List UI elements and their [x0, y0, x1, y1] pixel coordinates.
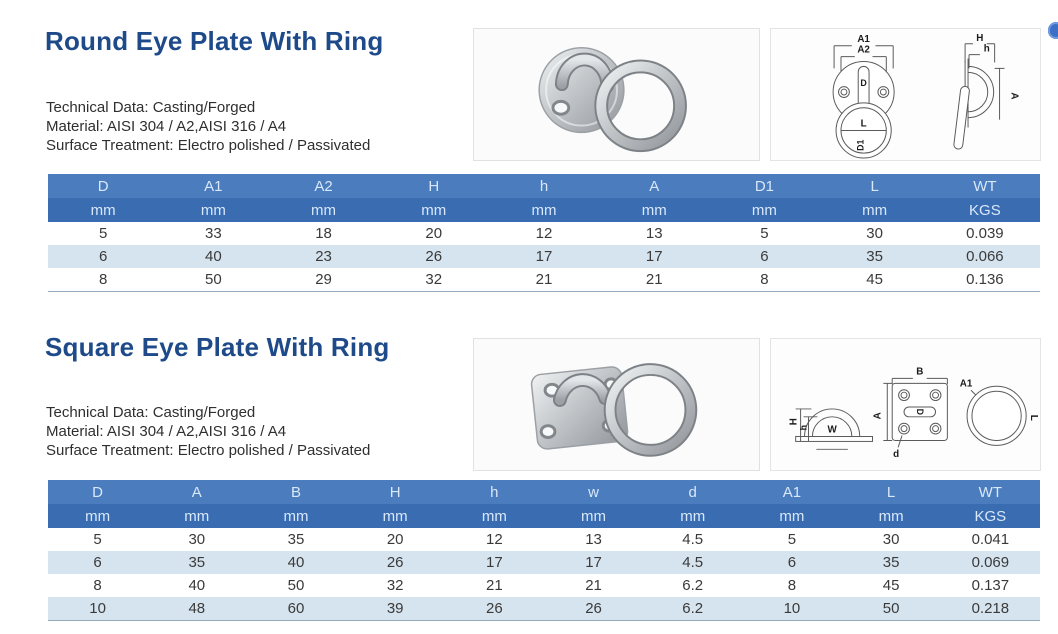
table-cell: 4.5 — [643, 528, 742, 551]
table-cell: 8 — [48, 268, 158, 291]
unit-header: KGS — [941, 504, 1040, 528]
round-eye-plate-spec-table — [48, 174, 1040, 292]
dim-label-h: h — [983, 43, 990, 55]
mounting-hole — [553, 101, 569, 114]
table-cell: 0.041 — [941, 528, 1040, 551]
dim-label-H: H — [976, 32, 984, 44]
table-cell: 23 — [268, 245, 378, 268]
diagram-ring-outer — [967, 386, 1026, 445]
header-row — [48, 174, 1040, 198]
column-header: L — [820, 174, 930, 198]
table-cell: 35 — [842, 551, 941, 574]
column-header: D1 — [709, 174, 819, 198]
table-cell: 12 — [489, 222, 599, 245]
tech-line: Technical Data: Casting/Forged — [46, 99, 256, 116]
table-cell: 0.069 — [941, 551, 1040, 574]
table-row — [48, 574, 1040, 597]
table-cell: 17 — [599, 245, 709, 268]
dim-label-d1: D1 — [855, 139, 866, 151]
table-row — [48, 245, 1040, 268]
diagram-hole-left — [839, 87, 850, 98]
column-header: A1 — [158, 174, 268, 198]
column-header: A — [599, 174, 709, 198]
square-eye-plate-diagram — [771, 339, 1040, 470]
table-cell: 48 — [147, 597, 246, 620]
column-header: w — [544, 480, 643, 504]
table-cell: 6.2 — [643, 597, 742, 620]
table-cell: 45 — [820, 268, 930, 291]
header-row — [48, 480, 1040, 504]
table-cell: 30 — [147, 528, 246, 551]
table-cell: 20 — [346, 528, 445, 551]
table-cell: 26 — [445, 597, 544, 620]
column-header: A2 — [268, 174, 378, 198]
technical-data-round — [46, 98, 370, 155]
table-cell: 50 — [158, 268, 268, 291]
table-cell: 6 — [48, 551, 147, 574]
dim-label-H: H — [788, 418, 800, 426]
table-cell: 4.5 — [643, 551, 742, 574]
unit-header: mm — [147, 504, 246, 528]
table-cell: 17 — [544, 551, 643, 574]
unit-header: mm — [346, 504, 445, 528]
product-photo-square-eye-plate — [473, 338, 760, 471]
dim-label-d: D — [860, 78, 867, 89]
table-cell: 5 — [48, 528, 147, 551]
tech-line: Technical Data: Casting/Forged — [46, 404, 256, 421]
table-cell: 45 — [842, 574, 941, 597]
table-cell: 0.039 — [930, 222, 1040, 245]
diagram-hole — [899, 390, 910, 401]
table-row — [48, 222, 1040, 245]
diagram-hole — [899, 423, 910, 434]
unit-header: mm — [158, 198, 268, 222]
dim-label-a1: A1 — [857, 33, 870, 45]
table-cell: 18 — [268, 222, 378, 245]
square-eye-plate-spec-table — [48, 480, 1040, 621]
table-cell: 5 — [48, 222, 158, 245]
table-cell: 20 — [379, 222, 489, 245]
table-cell: 8 — [709, 268, 819, 291]
unit-row — [48, 198, 1040, 222]
dim-label-d: d — [893, 449, 900, 461]
dim-label-a: A — [872, 412, 884, 420]
partial-corner-icon[interactable] — [1048, 22, 1058, 39]
column-header: h — [489, 174, 599, 198]
column-header: d — [643, 480, 742, 504]
dim-label-h: h — [798, 424, 809, 431]
table-cell: 13 — [599, 222, 709, 245]
mounting-hole — [541, 426, 555, 438]
dim-label-D: D — [914, 408, 925, 416]
table-cell: 30 — [842, 528, 941, 551]
table-cell: 6 — [48, 245, 158, 268]
tech-line: Surface Treatment: Electro polished / Passivated — [46, 442, 371, 459]
table-cell: 50 — [246, 574, 345, 597]
column-header: H — [379, 174, 489, 198]
table-cell: 17 — [489, 245, 599, 268]
table-cell: 5 — [742, 528, 841, 551]
unit-header: mm — [489, 198, 599, 222]
square-eye-plate-photo-image — [474, 339, 759, 470]
column-header: WT — [941, 480, 1040, 504]
unit-header: mm — [246, 504, 345, 528]
unit-header: mm — [48, 198, 158, 222]
table-row — [48, 268, 1040, 291]
unit-header: mm — [379, 198, 489, 222]
table-cell: 35 — [246, 528, 345, 551]
column-header: WT — [930, 174, 1040, 198]
table-cell: 17 — [445, 551, 544, 574]
table-cell: 10 — [742, 597, 841, 620]
tech-line: Surface Treatment: Electro polished / Passivated — [46, 137, 371, 154]
section-title-round-eye-plate: Round Eye Plate With Ring — [45, 26, 384, 56]
column-header: A1 — [742, 480, 841, 504]
technical-diagram-square-eye-plate — [770, 338, 1041, 471]
dim-label-w: W — [827, 424, 837, 436]
table-row — [48, 597, 1040, 620]
table-cell: 6.2 — [643, 574, 742, 597]
unit-header: mm — [268, 198, 378, 222]
unit-header: mm — [820, 198, 930, 222]
column-header: H — [346, 480, 445, 504]
table-cell: 26 — [544, 597, 643, 620]
round-eye-plate-diagram — [771, 29, 1040, 160]
table-cell: 32 — [379, 268, 489, 291]
table-cell: 0.136 — [930, 268, 1040, 291]
column-header: D — [48, 174, 158, 198]
table-cell: 0.218 — [941, 597, 1040, 620]
table-cell: 40 — [147, 574, 246, 597]
diagram-base-plate-side — [796, 437, 873, 442]
product-photo-round-eye-plate — [473, 28, 760, 161]
table-cell: 5 — [709, 222, 819, 245]
tech-line: Material: AISI 304 / A2,AISI 316 / A4 — [46, 423, 287, 440]
table-row — [48, 528, 1040, 551]
table-cell: 6 — [709, 245, 819, 268]
diagram-ring-side — [953, 86, 969, 150]
table-cell: 40 — [158, 245, 268, 268]
dim-label-a: A — [1008, 92, 1020, 100]
dim-label-l: L — [860, 118, 867, 130]
table-cell: 21 — [445, 574, 544, 597]
dim-label-a1: A1 — [959, 378, 973, 390]
diagram-hole-right — [878, 87, 889, 98]
table-cell: 32 — [346, 574, 445, 597]
table-cell: 21 — [599, 268, 709, 291]
column-header: B — [246, 480, 345, 504]
table-cell: 13 — [544, 528, 643, 551]
table-cell: 60 — [246, 597, 345, 620]
unit-header: mm — [48, 504, 147, 528]
column-header: A — [147, 480, 246, 504]
table-cell: 6 — [742, 551, 841, 574]
table-cell: 33 — [158, 222, 268, 245]
unit-header: KGS — [930, 198, 1040, 222]
technical-data-square — [46, 403, 370, 460]
table-cell: 35 — [820, 245, 930, 268]
table-cell: 30 — [820, 222, 930, 245]
table-row — [48, 551, 1040, 574]
dim-label-l: L — [1028, 414, 1040, 421]
tech-line: Material: AISI 304 / A2,AISI 316 / A4 — [46, 118, 287, 135]
table-cell: 8 — [48, 574, 147, 597]
table-cell: 50 — [842, 597, 941, 620]
diagram-hole — [930, 390, 941, 401]
diagram-hole — [930, 423, 941, 434]
table-cell: 21 — [489, 268, 599, 291]
table-cell: 26 — [346, 551, 445, 574]
table-cell: 21 — [544, 574, 643, 597]
unit-header: mm — [842, 504, 941, 528]
unit-header: mm — [709, 198, 819, 222]
unit-header: mm — [445, 504, 544, 528]
table-cell: 10 — [48, 597, 147, 620]
table-cell: 29 — [268, 268, 378, 291]
unit-row — [48, 504, 1040, 528]
unit-header: mm — [742, 504, 841, 528]
round-eye-plate-photo-image — [474, 29, 759, 160]
unit-header: mm — [643, 504, 742, 528]
dim-label-a2: A2 — [857, 44, 870, 56]
table-cell: 0.066 — [930, 245, 1040, 268]
column-header: h — [445, 480, 544, 504]
unit-header: mm — [599, 198, 709, 222]
table-cell: 35 — [147, 551, 246, 574]
column-header: L — [842, 480, 941, 504]
table-cell: 8 — [742, 574, 841, 597]
table-cell: 12 — [445, 528, 544, 551]
table-cell: 40 — [246, 551, 345, 574]
section-title-square-eye-plate: Square Eye Plate With Ring — [45, 332, 390, 362]
unit-header: mm — [544, 504, 643, 528]
table-cell: 0.137 — [941, 574, 1040, 597]
table-cell: 26 — [379, 245, 489, 268]
dim-label-b: B — [916, 366, 924, 378]
table-cell: 39 — [346, 597, 445, 620]
technical-diagram-round-eye-plate — [770, 28, 1041, 161]
column-header: D — [48, 480, 147, 504]
